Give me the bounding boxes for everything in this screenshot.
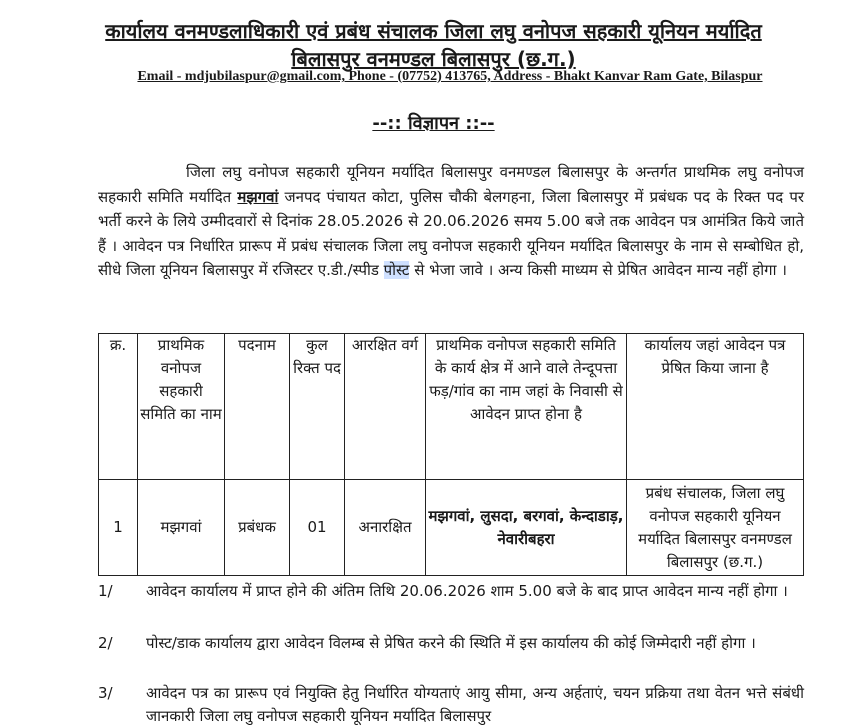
note-text: आवेदन पत्र का प्रारूप एवं नियुक्ति हेतु निर्धारित योग्यताएं आयु सीमा, अन्य अर्हताएं, चयन प्रक्रिया तथा वेतन भत्ते संबंधी जानकारी जिला लघु वनोपज सहकारी यूनियन मर्यादित बिलासपुर (146, 684, 804, 725)
note-number: 1/ (98, 582, 113, 600)
society-name: मझगवां (237, 187, 279, 206)
cell-office: प्रबंध संचालक, जिला लघु वनोपज सहकारी यूनियन मर्यादित बिलासपुर वनमण्डल बिलासपुर (छ.ग.) (627, 480, 804, 576)
col-office-header: कार्यालय जहां आवेदन पत्र प्रेषित किया जाना है (627, 334, 804, 480)
contact-line: Email - mdjubilaspur@gmail.com, Phone - (07752) 413765, Address - Bhakt Kanvar Ram Gate, Bilaspur (137, 69, 763, 84)
note-number: 2/ (98, 634, 113, 652)
notice-body (98, 160, 804, 283)
body-part1: जिला लघु वनोपज सहकारी यूनियन मर्यादित बिलासपुर वनमण्डल बिलासपुर के अन्तर्गत प्राथमिक लघु वनोपज सहकारी समिति मर्यादित (98, 163, 804, 206)
vacancy-table (98, 333, 804, 576)
cell-post: प्रबंधक (225, 480, 290, 576)
highlighted-word: पोस्ट (383, 261, 410, 279)
notice-title: --:: विज्ञापन ::-- (372, 113, 495, 134)
cell-reserved: अनारक्षित (345, 480, 426, 576)
col-villages-header: प्राथमिक वनोपज सहकारी समिति के कार्य क्षेत्र में आने वाले तेन्दूपत्ता फड़/गांव का नाम जहां के निवासी से आवेदन प्राप्त होना है (426, 334, 627, 480)
body-part2: जनपद पंचायत कोटा, पुलिस चौकी बेलगहना, जिला बिलासपुर में प्रबंधक पद के रिक्त पद पर भर्ती करने के लिये उम्मीदवारों से दिनांक 28.05.2026 से 20.06.2026 समय 5.00 बजे तक आवेदन पत्र आमंत्रित किये जाते हैं । आवेदन पत्र निर्धारित प्रारूप में प्रबंध संचालक जिला लघु वनोपज सहकारी यूनियन मर्यादित बिलासपुर के नाम से सम्बोधित हो, सीधे जिला यूनियन बिलासपुर में रजिस्टर ए.डी./स्पीड (98, 187, 804, 279)
note-text: आवेदन कार्यालय में प्राप्त होने की अंतिम तिथि 20.06.2026 शाम 5.00 बजे के बाद प्राप्त आवेदन मान्य नहीं होगा । (146, 582, 788, 600)
note-3 (98, 682, 804, 728)
table-header-row (99, 334, 804, 480)
office-heading-line2: बिलासपुर वनमण्डल बिलासपुर (छ.ग.) (291, 47, 576, 71)
col-serial-header: क्र. (99, 334, 138, 480)
cell-villages: मझगवां, लुसदा, बरगवां, केन्दाडाड़, नेवारीबहरा (426, 480, 627, 576)
table-row (99, 480, 804, 576)
body-part3: से भेजा जावे । अन्य किसी माध्यम से प्रेषित आवेदन मान्य नहीं होगा । (409, 261, 787, 279)
note-1 (98, 580, 804, 603)
office-heading-line1: कार्यालय वनमण्डलाधिकारी एवं प्रबंध संचालक जिला लघु वनोपज सहकारी यूनियन मर्यादित (105, 19, 762, 43)
cell-vacancies: 01 (290, 480, 345, 576)
note-text: पोस्ट/डाक कार्यालय द्वारा आवेदन विलम्ब से प्रेषित करने की स्थिति में इस कार्यालय की कोई जिम्मेदारी नहीं होगा । (146, 634, 756, 652)
cell-serial: 1 (99, 480, 138, 576)
cell-society: मझगवां (138, 480, 225, 576)
col-post-header: पदनाम (225, 334, 290, 480)
col-reserved-header: आरक्षित वर्ग (345, 334, 426, 480)
col-vacancies-header: कुल रिक्त पद (290, 334, 345, 480)
note-number: 3/ (98, 684, 113, 702)
col-society-header: प्राथमिक वनोपज सहकारी समिति का नाम (138, 334, 225, 480)
note-2 (98, 632, 804, 655)
